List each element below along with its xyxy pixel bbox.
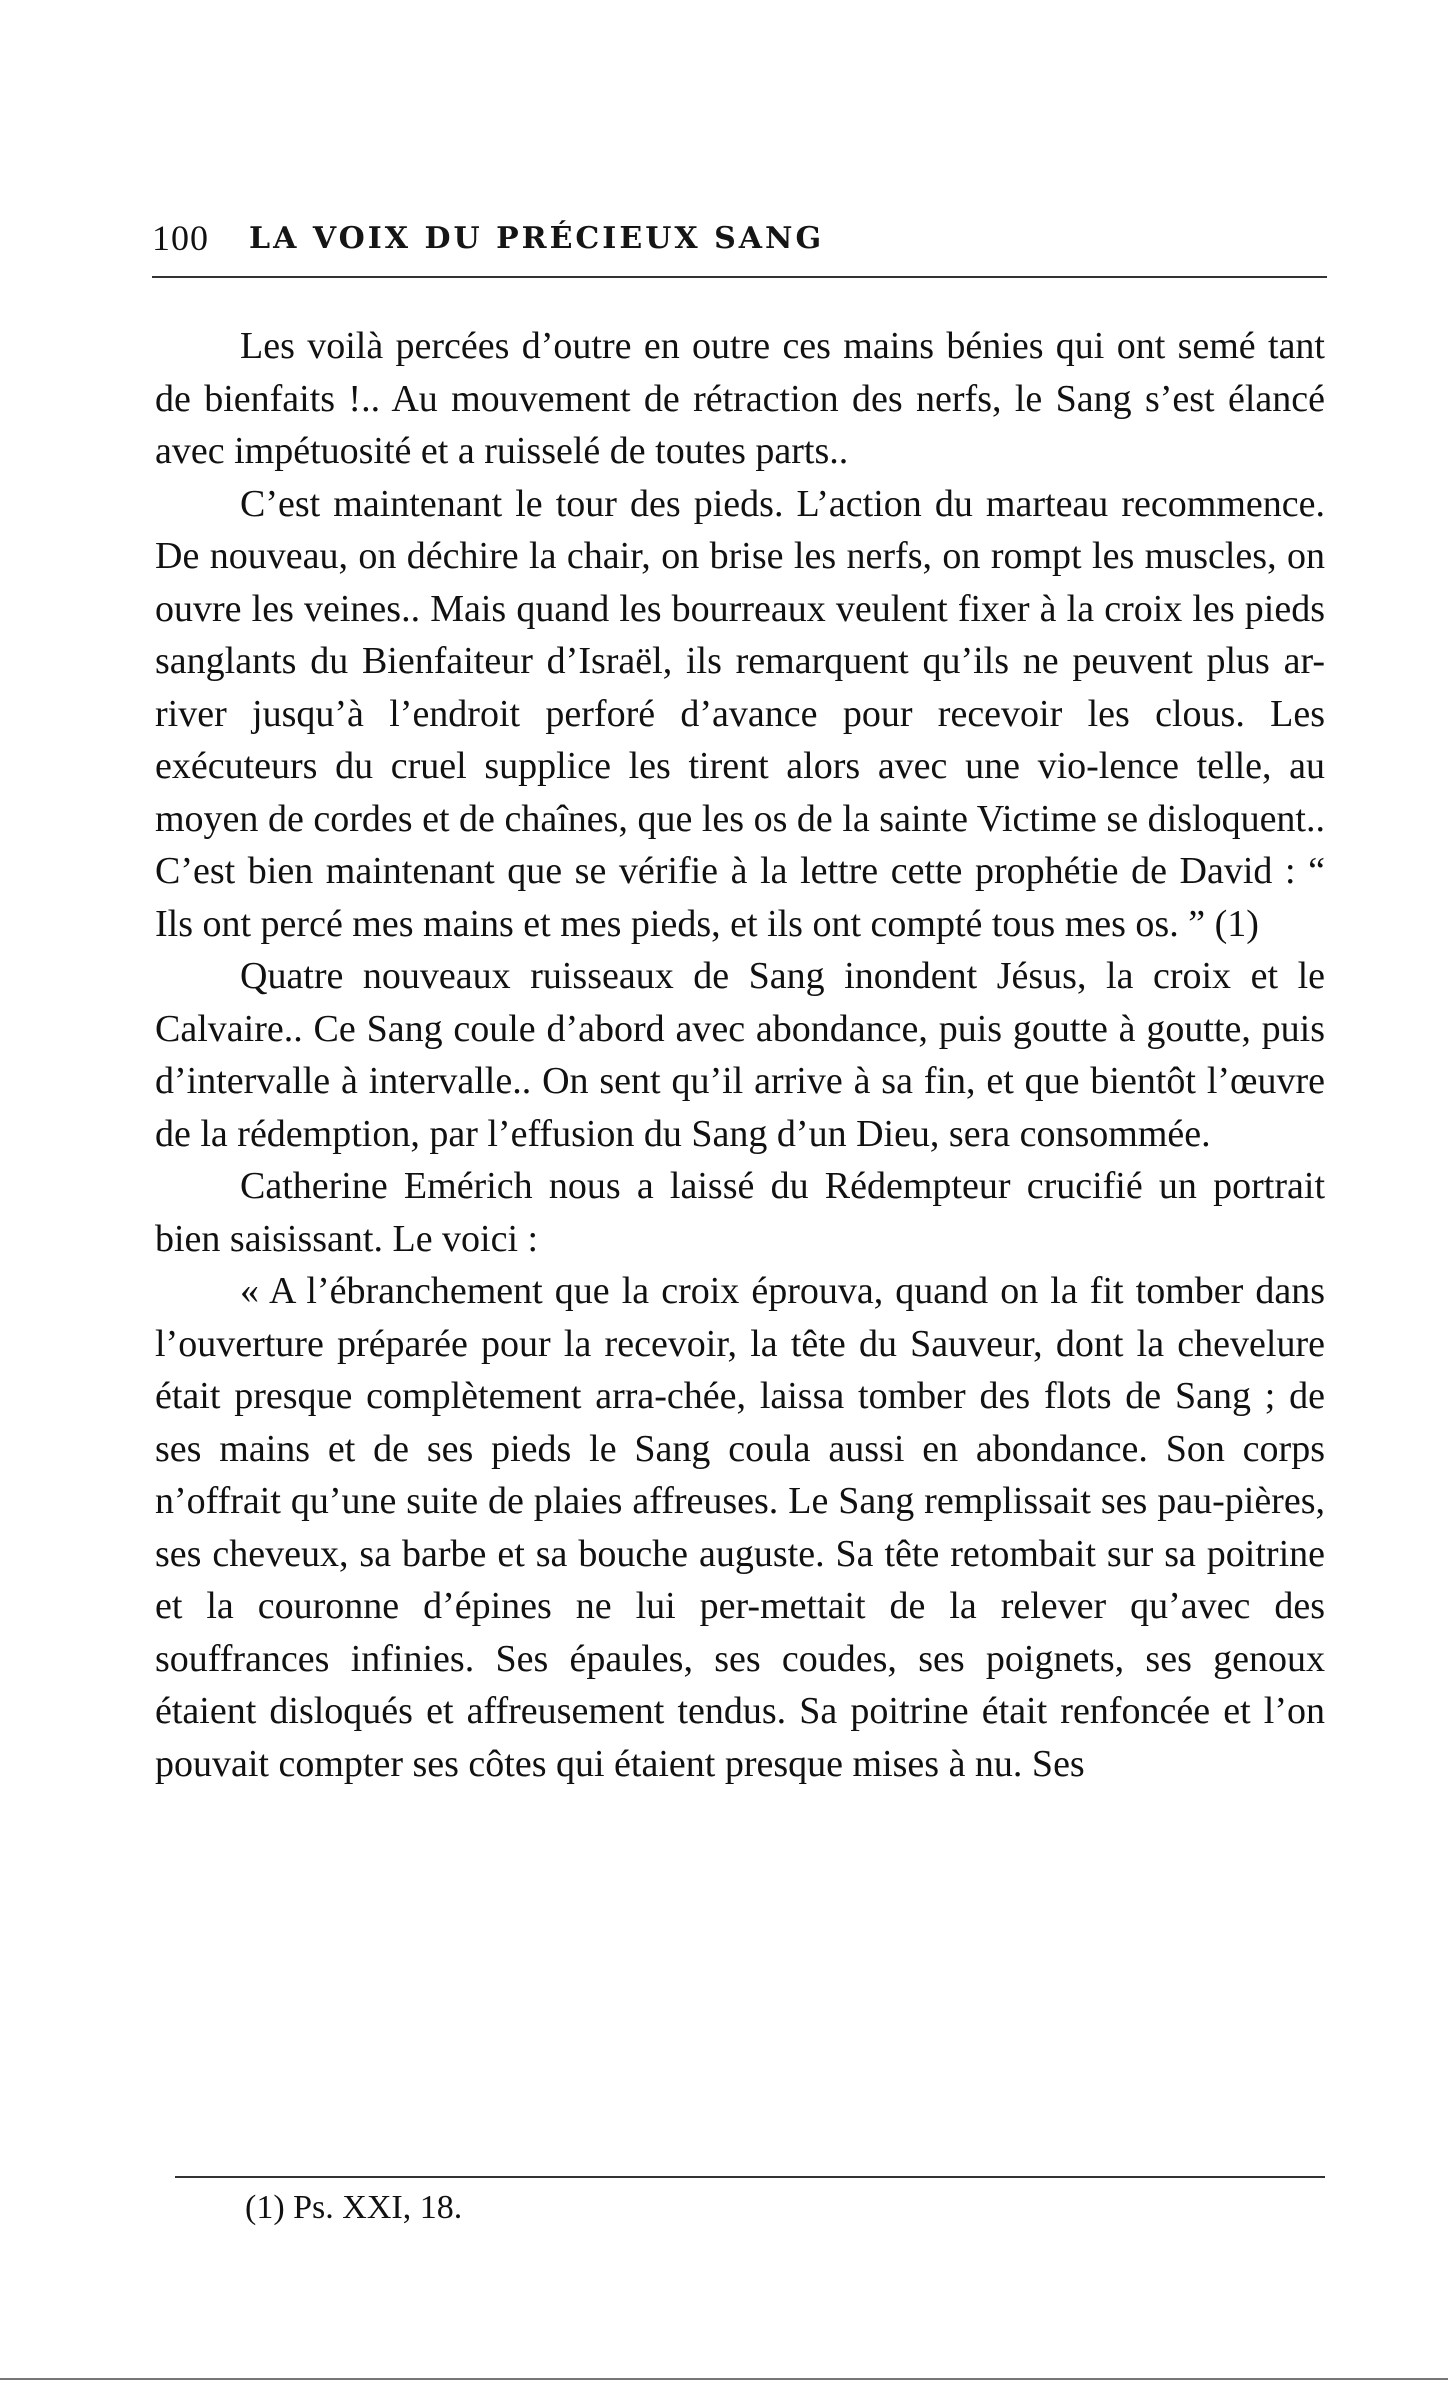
running-title: LA VOIX DU PRÉCIEUX SANG [249,220,825,256]
paragraph: Catherine Emérich nous a laissé du Rédempteur crucifié un portrait bien saisissant. Le voici : [155,1165,1325,1260]
footnote-rule [175,2176,1325,2178]
paragraph: Quatre nouveaux ruisseaux de Sang inondent Jésus, la croix et le Calvaire.. Ce Sang coule d’abord avec abondance, puis goutte à goutte, puis d’intervalle à intervalle.. On sent qu’il arrive à sa fin, et que bientôt l’œuvre de la rédemption, par l’effusion du Sang d’un Dieu, sera consommée. [155,955,1325,1155]
page-number: 100 [152,218,209,258]
running-head [152,212,1327,264]
footnote: (1) Ps. XXI, 18. [245,2189,463,2226]
header-rule [152,276,1327,278]
paragraph: « A l’ébranchement que la croix éprouva, quand on la fit tomber dans l’ouverture préparée pour la recevoir, la tête du Sauveur, dont la chevelure était presque complètement arra-chée, laissa tomber des flots de Sang ; de ses mains et de ses pieds le Sang coula aussi en abondance. Son corps n’offrait qu’une suite de plaies affreuses. Le Sang remplissait ses pau-pières, ses cheveux, sa barbe et sa bouche auguste. Sa tête retombait sur sa poitrine et la couronne d’épines ne lui per-mettait de la relever qu’avec des souffrances infinies. Ses épaules, ses coudes, ses poignets, ses genoux étaient disloqués et affreusement tendus. Sa poitrine était renfoncée et l’on pouvait compter ses côtes qui étaient presque mises à nu. Ses [155,1270,1325,1785]
page-edge [0,2378,1448,2380]
paragraph: C’est maintenant le tour des pieds. L’action du marteau recommence. De nouveau, on déchire la chair, on brise les nerfs, on rompt les muscles, on ouvre les veines.. Mais quand les bourreaux veulent fixer à la croix les pieds sanglants du Bienfaiteur d’Israël, ils remarquent qu’ils ne peuvent plus ar-river jusqu’à l’endroit perforé d’avance pour recevoir les clous. Les exécuteurs du cruel supplice les tirent alors avec une vio-lence telle, au moyen de cordes et de chaînes, que les os de la sainte Victime se disloquent.. C’est bien maintenant que se vérifie à la lettre cette prophétie de David : “ Ils ont percé mes mains et mes pieds, et ils ont compté tous mes os. ” (1) [155,482,1325,945]
paragraph: Les voilà percées d’outre en outre ces mains bénies qui ont semé tant de bienfaits !.. Au mouvement de rétraction des nerfs, le Sang s’est élancé avec impétuosité et a ruisselé de toutes parts.. [155,325,1325,472]
body-text [155,320,1325,1790]
